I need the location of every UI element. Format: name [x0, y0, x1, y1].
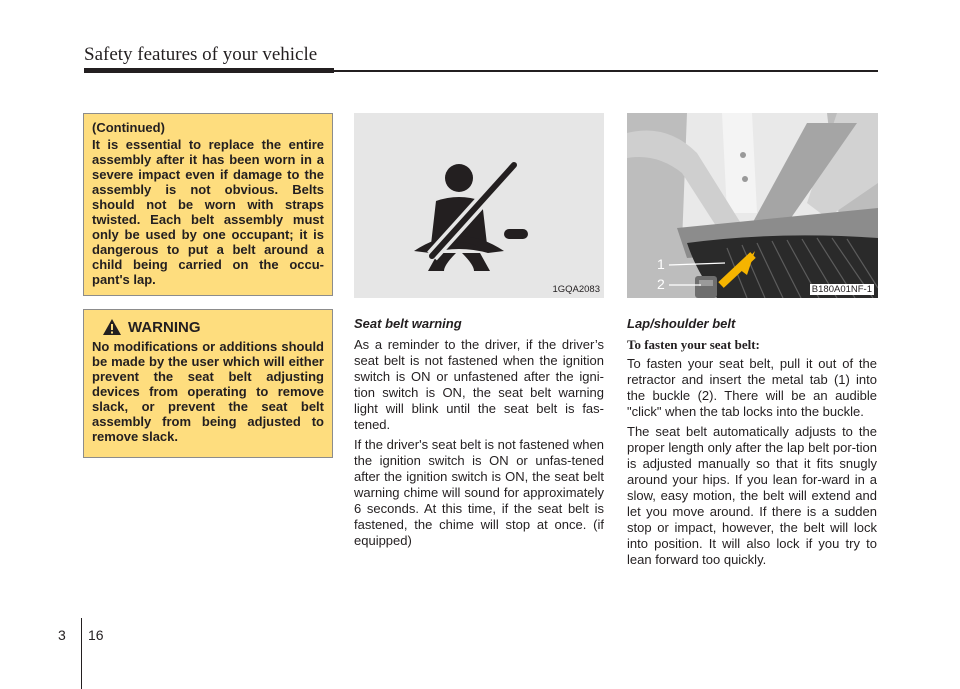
caution-box: [83, 113, 333, 296]
header-rule-thin: [334, 70, 878, 72]
seat-belt-warning-section: [354, 316, 604, 553]
figure-code-2: B180A01NF-1: [811, 284, 872, 295]
figure-code-1: 1GQA2083: [552, 284, 600, 295]
warning-para-1: As a reminder to the driver, if the driver’s seat belt is not fastened when the ignition switch is ON or unfastened after the igni-tion switch is ON, the seat belt warning light will blink until the seat belt is fas-tened.: [354, 337, 604, 432]
warning-triangle-icon: [102, 318, 122, 336]
lap-belt-para-2: The seat belt automatically adjusts to the proper length only after the lap belt por-tion is adjusted manually so that it fits snugly around your hips. If you lean for-ward in a slow, easy motion, the belt will extend and let you move around. If there is a sudden stop or impact, however, the belt will lock into position. It will also lock if you try to lean forward too quickly.: [627, 424, 877, 567]
subsection-title: To fasten your seat belt:: [627, 337, 760, 352]
lap-shoulder-belt-section: [627, 316, 877, 572]
seat-belt-warning-light-figure: [354, 113, 604, 298]
warning-header: [102, 318, 324, 336]
label-2: 2: [657, 276, 665, 292]
section-title-warning: Seat belt warning: [354, 316, 462, 331]
chapter-number: 3: [58, 627, 66, 643]
warning-box: [83, 309, 333, 458]
page-header-title: Safety features of your vehicle: [84, 44, 318, 65]
label-1: 1: [657, 256, 665, 272]
seat-belt-warning-icon: [354, 113, 604, 298]
continued-label: (Continued): [92, 120, 165, 135]
warning-para-2: If the driver's seat belt is not fastened when the ignition switch is ON or unfas-tened after the ignition switch is ON, the seat belt warning chime will sound for approximately 6 seconds. At this time, if the seat belt is fastened, the chime will stop at once. (if equipped): [354, 437, 604, 548]
caution-text: It is essential to replace the entire assembly after it has been worn in a severe impact even if damage to the assembly is not obvious. Belts should not be worn with straps twisted. Each belt assembly must only be used by one occupant; it is dangerous to put a belt around a child being carried on the occu-pant's lap.: [92, 137, 324, 287]
page-number: 16: [88, 627, 104, 643]
seat-belt-photo-figure: [627, 113, 878, 298]
lap-belt-para-1: To fasten your seat belt, pull it out of the retractor and insert the metal tab (1) into the buckle (2). There will be an audible "click" when the tab locks into the buckle.: [627, 356, 877, 419]
section-title-lap-belt: Lap/shoulder belt: [627, 316, 736, 331]
header-rule-thick: [84, 68, 334, 73]
warning-heading: WARNING: [128, 318, 201, 336]
warning-text: No modifications or additions should be made by the user which will either prevent the seat belt adjusting devices from operating to remove slack, or prevent the seat belt assembly from being adjusted to remove slack.: [92, 339, 324, 444]
footer-divider: [81, 618, 82, 689]
